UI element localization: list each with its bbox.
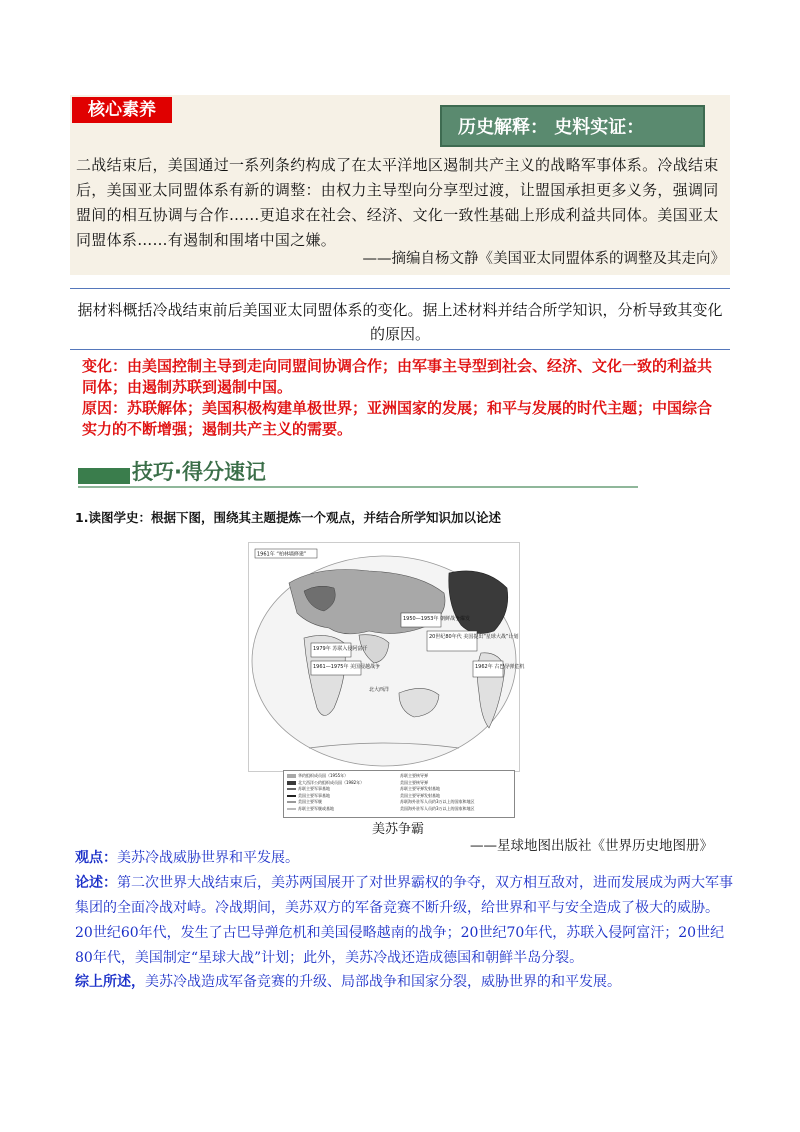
map-legend bbox=[283, 770, 515, 818]
map-source: ——星球地图出版社《世界历史地图册》 bbox=[470, 838, 713, 854]
answer-reason: 原因：苏联解体；美国积极构建单极世界；亚洲国家的发展；和平与发展的时代主题；中国综合实力的不断增强；遏制共产主义的需要。 bbox=[82, 399, 713, 438]
legend-item: 美国主要核导弹 bbox=[400, 779, 428, 785]
legend-item: 苏联海外驻军人员约3万以上的国家和地区 bbox=[400, 799, 475, 804]
answer-change: 变化：由美国控制主导到走向同盟间协调合作；由军事主导型到社会、经济、文化一致的利益共同体；由遏制苏联到遏制中国。 bbox=[82, 357, 713, 396]
task-prompt: 1.读图学史：根据下图，围绕其主题提炼一个观点，并结合所学知识加以论述 bbox=[75, 510, 501, 525]
map-label-vietnam: 1961—1975年 美国侵越战争 bbox=[313, 664, 381, 670]
divider-top bbox=[70, 288, 730, 289]
map-label-berlin: 1961年 “柏林墙修建” bbox=[257, 551, 307, 558]
legend-item: 苏联主要导弹发射基地 bbox=[400, 786, 440, 791]
summary-label: 综上所述， bbox=[75, 974, 145, 990]
view-text: 美苏冷战威胁世界和平发展。 bbox=[117, 850, 299, 866]
map-label-ocean: 北大西洋 bbox=[369, 687, 390, 693]
legend-item: 美国主要军舰 bbox=[287, 799, 397, 806]
argue-label: 论述： bbox=[75, 875, 117, 891]
essay-argument bbox=[75, 871, 735, 971]
legend-left-column bbox=[287, 773, 397, 812]
source-material-text: 二战结束后，美国通过一系列条约构成了在太平洋地区遏制共产主义的战略军事体系。冷战结束后，美国亚太同盟体系有新的调整：由权力主导型向分享型过渡，让盟国承担更多义务，强调同盟间的相互协调与合作……更追求在社会、经济、文化一致性基础上形成利益共同体。美国亚太同盟体系……有遏制和围堵中国之嫌。 bbox=[76, 156, 719, 249]
history-skills-banner: 历史解释： 史料实证： bbox=[440, 105, 705, 147]
legend-item: 美国主要军事基地 bbox=[287, 793, 397, 800]
legend-item: 美国海外驻军人员约3万以上的国家和地区 bbox=[400, 805, 475, 811]
legend-item: 苏联主要核导弹 bbox=[400, 773, 428, 778]
essay-summary bbox=[75, 970, 735, 995]
view-label: 观点： bbox=[75, 850, 117, 866]
legend-item: 苏联主要军事基地 bbox=[287, 786, 397, 793]
map-caption: 美苏争霸 bbox=[372, 822, 425, 837]
section-title: 技巧·得分速记 bbox=[132, 460, 266, 484]
legend-item: 苏联主要军舰或基地 bbox=[287, 806, 397, 813]
map-label-star-wars: 20世纪80年代 美国提出“星球大战”计划 bbox=[429, 634, 519, 640]
essay-view bbox=[75, 846, 735, 871]
legend-item: 北大西洋公约组织成员国（1982年） bbox=[287, 780, 397, 787]
material-citation: ——摘编自杨文静《美国亚太同盟体系的调整及其走向》 bbox=[362, 251, 725, 267]
map-label-afghanistan: 1979年 苏联入侵阿富汗 bbox=[313, 646, 368, 652]
legend-item: 美国主要导弹发射基地 bbox=[400, 792, 440, 798]
section-bar-icon bbox=[78, 468, 130, 484]
answer-block bbox=[82, 356, 722, 440]
map-label-cuba: 1962年 古巴导弹危机 bbox=[475, 664, 525, 670]
divider-bottom bbox=[70, 349, 730, 350]
map-label-korea: 1950—1953年 朝鲜战争爆发 bbox=[403, 616, 471, 622]
cold-war-map bbox=[248, 542, 525, 772]
question-text: 据材料概括冷战结束前后美国亚太同盟体系的变化。据上述材料并结合所学知识，分析导致其变化的原因。 bbox=[77, 301, 723, 343]
summary-text: 美苏冷战造成军备竞赛的升级、局部战争和国家分裂，威胁世界的和平发展。 bbox=[145, 974, 621, 990]
legend-item: 华约组织成员国（1955年） bbox=[287, 773, 397, 780]
core-literacy-badge: 核心素养 bbox=[72, 97, 172, 123]
legend-right-column bbox=[400, 773, 510, 812]
argue-text: 第二次世界大战结束后，美苏两国展开了对世界霸权的争夺，双方相互敌对，进而发展成为两大军事集团的全面冷战对峙。冷战期间，美苏双方的军备竞赛不断升级，给世界和平与安全造成了极大的威胁。20世纪60年代，发生了古巴导弹危机和美国侵略越南的战争；20世纪70年代，苏联入侵阿富汗；20世纪80年代，美国制定“星球大战”计划；此外，美苏冷战还造成德国和朝鲜半岛分裂。 bbox=[75, 875, 733, 966]
world-map-graphic bbox=[249, 543, 525, 771]
section-underline bbox=[78, 486, 638, 488]
